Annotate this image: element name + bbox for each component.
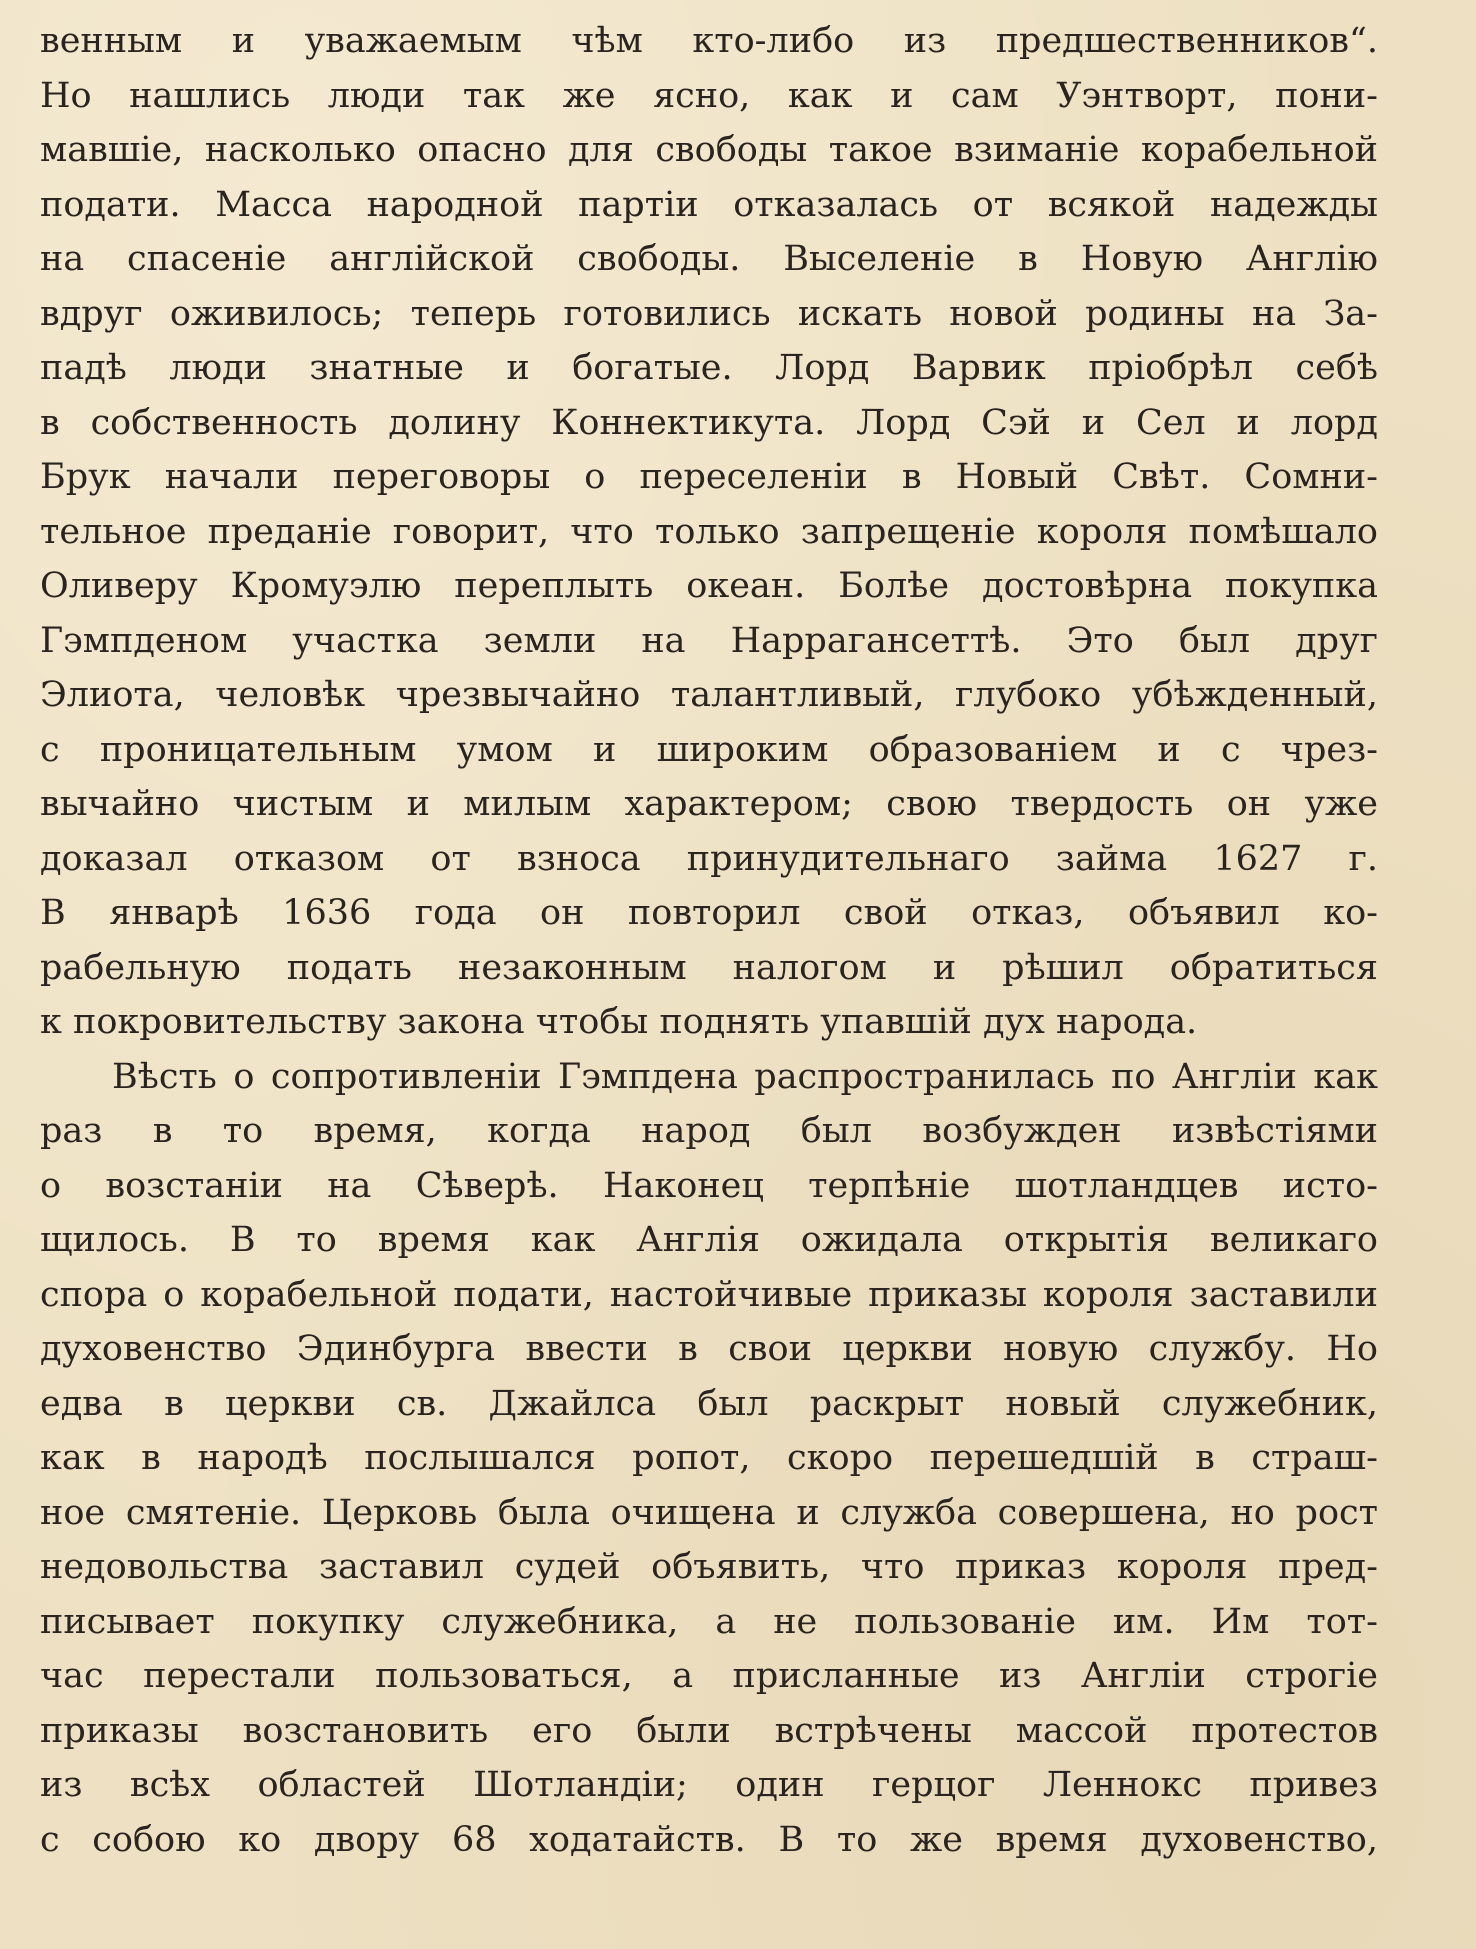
- text-line: венным и уважаемым чѣм кто-либо из предшественников“.: [40, 21, 1378, 61]
- text-line: из всѣх областей Шотландіи; один герцог Леннокс привез: [40, 1765, 1378, 1805]
- paragraph-start-line: Вѣсть о сопротивленіи Гэмпдена распространилась по Англіи как: [112, 1056, 1378, 1097]
- text-line: Но нашлись люди так же ясно, как и сам Уэнтворт, пони-: [40, 75, 1378, 116]
- text-line: о возстаніи на Сѣверѣ. Наконец терпѣніе шотландцев исто-: [40, 1165, 1378, 1206]
- text-line: недовольства заставил судей объявить, что приказ короля пред-: [40, 1547, 1378, 1587]
- text-line: Оливеру Кромуэлю переплыть океан. Болѣе достовѣрна покупка: [40, 566, 1378, 606]
- text-line: час перестали пользоваться, а присланные из Англіи строгіе: [40, 1656, 1378, 1696]
- body-text: [40, 14, 1378, 1867]
- text-line: ное смятеніе. Церковь была очищена и служба совершена, но рост: [40, 1492, 1378, 1533]
- text-line: духовенство Эдинбурга ввести в свои церкви новую службу. Но: [40, 1329, 1378, 1369]
- text-line: Брук начали переговоры о переселеніи в Новый Свѣт. Сомни-: [40, 457, 1378, 497]
- text-line: спора о корабельной подати, настойчивые приказы короля заставили: [40, 1274, 1378, 1315]
- text-line: писывает покупку служебника, а не пользованіе им. Им тот-: [40, 1601, 1378, 1642]
- text-line: Гэмпденом участка земли на Наррагансеттѣ. Это был друг: [40, 620, 1378, 661]
- text-line: на спасеніе англійской свободы. Выселеніе в Новую Англію: [40, 239, 1378, 279]
- text-line: раз в то время, когда народ был возбужден извѣстіями: [40, 1111, 1378, 1151]
- text-line: вдруг оживилось; теперь готовились искать новой родины на За-: [40, 293, 1378, 334]
- text-line: подати. Масса народной партіи отказалась от всякой надежды: [40, 184, 1378, 225]
- text-line: приказы возстановить его были встрѣчены массой протестов: [40, 1710, 1378, 1751]
- paragraph-end-line: к покровительству закона чтобы поднять упавшій дух народа.: [40, 1002, 1198, 1042]
- text-line: В январѣ 1636 года он повторил свой отказ, объявил ко-: [40, 893, 1378, 933]
- text-line: с собою ко двору 68 ходатайств. В то же время духовенство,: [40, 1819, 1378, 1860]
- text-line: мавшіе, насколько опасно для свободы такое взиманіе корабельной: [40, 130, 1378, 170]
- text-line: тельное преданіе говорит, что только запрещеніе короля помѣшало: [40, 511, 1378, 552]
- text-line: падѣ люди знатные и богатые. Лорд Варвик пріобрѣл себѣ: [40, 348, 1378, 388]
- text-line: с проницательным умом и широким образованіем и с чрез-: [40, 729, 1378, 770]
- text-line: едва в церкви св. Джайлса был раскрыт новый служебник,: [40, 1383, 1378, 1424]
- text-line: как в народѣ послышался ропот, скоро перешедшій в страш-: [40, 1438, 1378, 1478]
- text-line: Элиота, человѣк чрезвычайно талантливый, глубоко убѣжденный,: [40, 675, 1378, 715]
- text-line: щилось. В то время как Англія ожидала открытія великаго: [40, 1220, 1378, 1260]
- text-line: вычайно чистым и милым характером; свою твердость он уже: [40, 784, 1378, 824]
- text-line: доказал отказом от взноса принудительнаго займа 1627 г.: [40, 838, 1378, 879]
- text-line: в собственность долину Коннектикута. Лорд Сэй и Сел и лорд: [40, 402, 1378, 443]
- text-line: рабельную подать незаконным налогом и рѣшил обратиться: [40, 947, 1378, 988]
